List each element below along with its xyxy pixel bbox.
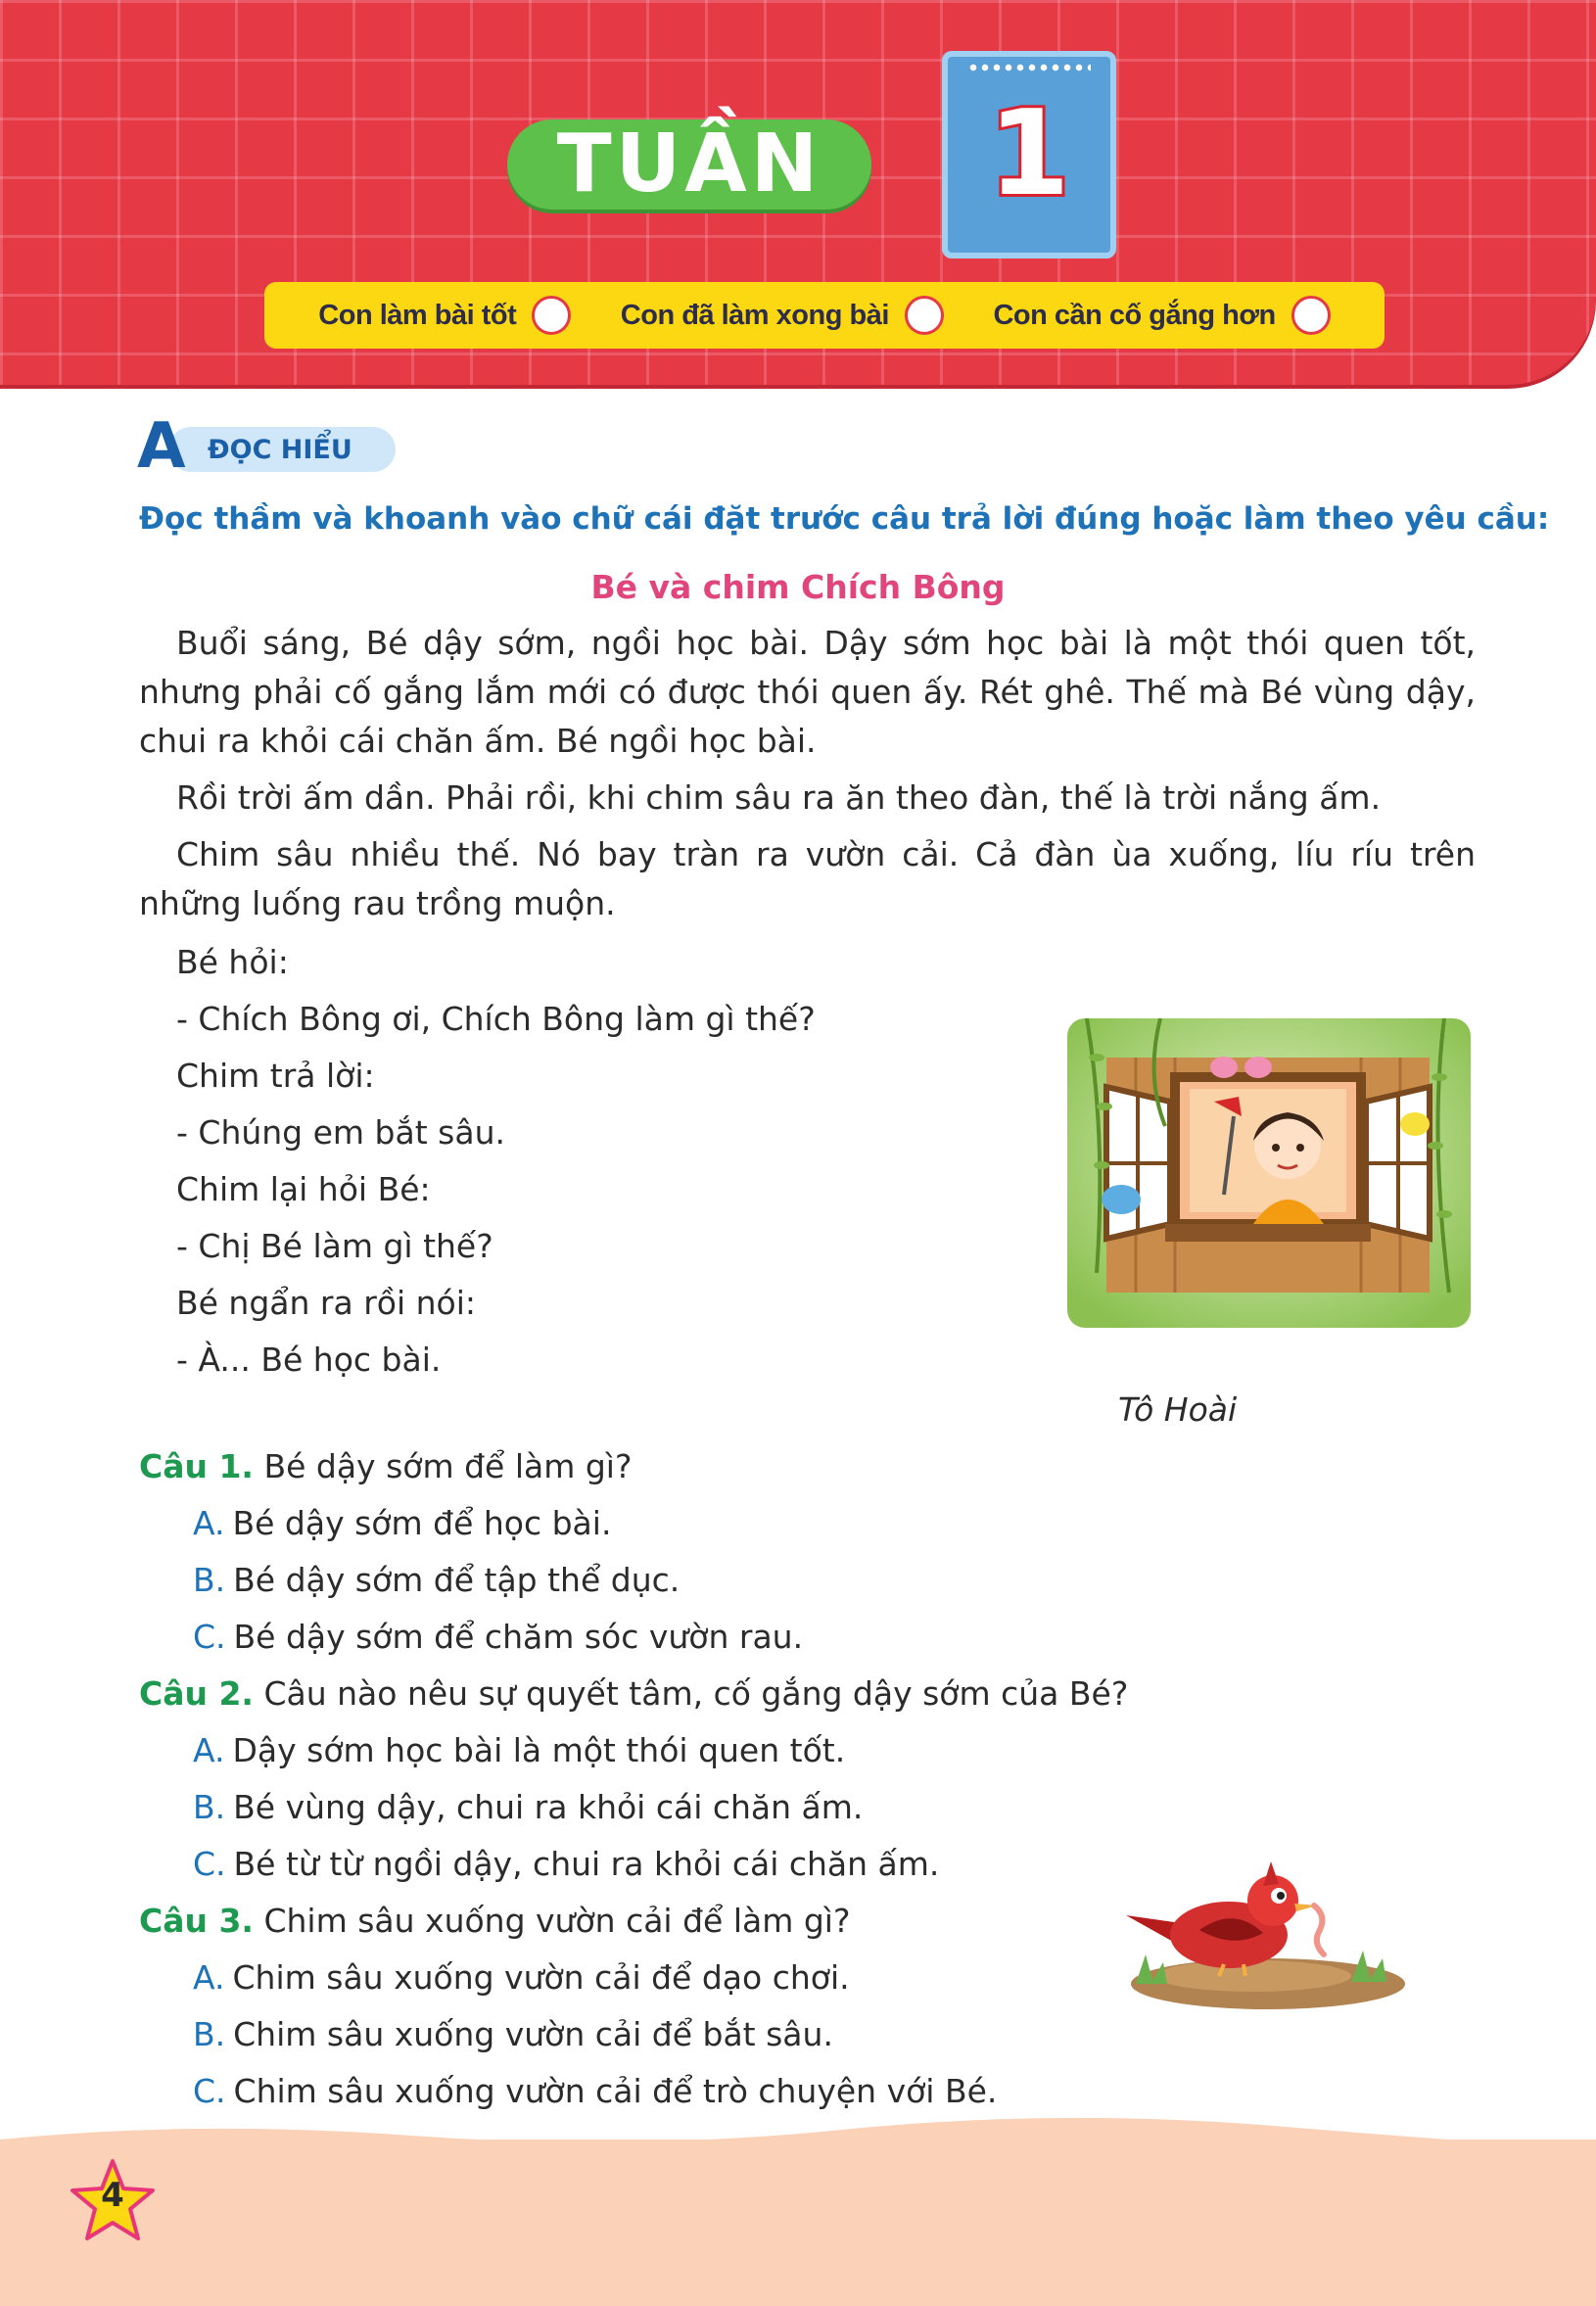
question-1-option-c[interactable] [193, 1618, 803, 1656]
question-text: Chim sâu xuống vườn cải để làm gì? [253, 1902, 851, 1940]
evaluation-checkbox-circle[interactable] [532, 296, 571, 335]
evaluation-option-try-harder [993, 296, 1330, 335]
page-footer [0, 2140, 1596, 2306]
question-2-option-b[interactable] [193, 1788, 863, 1826]
question-2-option-c[interactable] [193, 1845, 939, 1883]
option-text: Chim sâu xuống vườn cải để trò chuyện với Bé. [233, 2072, 998, 2110]
option-text: Chim sâu xuống vườn cải để bắt sâu. [233, 2015, 833, 2053]
option-text: Bé dậy sớm để chăm sóc vườn rau. [233, 1618, 804, 1656]
question-number: Câu 3. [139, 1902, 254, 1940]
dialogue-line: Bé hỏi: [176, 943, 289, 981]
option-letter[interactable]: B. [193, 2015, 226, 2053]
option-text: Chim sâu xuống vườn cải để dạo chơi. [232, 1958, 850, 1997]
option-text: Bé dậy sớm để tập thể dục. [233, 1561, 681, 1599]
section-letter: A [137, 410, 186, 483]
story-paragraph: Buổi sáng, Bé dậy sớm, ngồi học bài. Dậy sớm học bài là một thói quen tốt, nhưng phải cố gắng lắm mới có được thói quen ấy. Rét ghê. Thế mà Bé vùng dậy, chui ra khỏi cái chăn ấm. Bé ngồi học bài. [139, 624, 1476, 760]
evaluation-option-good [318, 296, 571, 335]
option-letter[interactable]: C. [193, 1845, 226, 1883]
evaluation-option-done [621, 296, 944, 335]
option-letter[interactable]: C. [193, 2072, 226, 2110]
week-header [0, 0, 1596, 385]
question-3 [139, 1902, 851, 1940]
dialogue-line: Bé ngẩn ra rồi nói: [176, 1284, 477, 1322]
dialogue-line: Chim trả lời: [176, 1057, 375, 1095]
week-label-pill [507, 119, 871, 210]
dialogue-line: - Chúng em bắt sâu. [176, 1113, 505, 1152]
week-label: TUẦN [556, 118, 822, 211]
question-1 [139, 1447, 633, 1485]
dialogue-line: - Chị Bé làm gì thế? [176, 1227, 493, 1265]
exercise-instruction: Đọc thầm và khoanh vào chữ cái đặt trước câu trả lời đúng hoặc làm theo yêu cầu: [139, 501, 1550, 537]
question-2 [139, 1674, 1128, 1713]
page-number: 4 [101, 2176, 124, 2215]
option-letter[interactable]: C. [193, 1618, 226, 1656]
story-title: Bé và chim Chích Bông [590, 568, 1006, 606]
story-paragraph: Rồi trời ấm dần. Phải rồi, khi chim sâu ra ăn theo đàn, thế là trời nắng ấm. [176, 778, 1382, 817]
option-letter[interactable]: A. [193, 1504, 225, 1542]
section-heading [137, 410, 397, 483]
section-title: ĐỌC HIỂU [208, 435, 352, 465]
option-letter[interactable]: B. [193, 1561, 226, 1599]
evaluation-checkbox-circle[interactable] [905, 296, 944, 335]
question-1-option-b[interactable] [193, 1561, 680, 1599]
red-bird-illustration [1106, 1857, 1410, 2017]
dialogue-line: - Chích Bông ơi, Chích Bông làm gì thế? [176, 1000, 816, 1038]
question-1-option-a[interactable] [193, 1504, 611, 1542]
option-text: Bé từ từ ngồi dậy, chui ra khỏi cái chăn ấm. [233, 1845, 940, 1883]
story-paragraph: Chim sâu nhiều thế. Nó bay tràn ra vườn cải. Cả đàn ùa xuống, líu ríu trên những luống rau trồng muộn. [139, 835, 1476, 922]
evaluation-label: Con làm bài tốt [318, 299, 517, 331]
question-text: Câu nào nêu sự quyết tâm, cố gắng dậy sớm của Bé? [253, 1674, 1129, 1713]
week-number: 1 [988, 86, 1070, 222]
footer-wave [0, 2100, 1596, 2159]
option-text: Dậy sớm học bài là một thói quen tốt. [232, 1731, 846, 1769]
option-letter[interactable]: A. [193, 1958, 225, 1997]
question-3-option-b[interactable] [193, 2015, 833, 2053]
evaluation-label: Con cần cố gắng hơn [993, 299, 1276, 331]
question-text: Bé dậy sớm để làm gì? [253, 1447, 633, 1485]
girl-window-illustration [1067, 1018, 1471, 1328]
story-author: Tô Hoài [1118, 1390, 1238, 1429]
evaluation-checkbox-circle[interactable] [1291, 296, 1331, 335]
dialogue-line: Chim lại hỏi Bé: [176, 1170, 431, 1208]
question-3-option-a[interactable] [193, 1958, 850, 1997]
question-2-option-a[interactable] [193, 1731, 845, 1769]
question-number: Câu 1. [139, 1447, 254, 1485]
question-number: Câu 2. [139, 1674, 254, 1713]
option-letter[interactable]: B. [193, 1788, 226, 1826]
option-text: Bé dậy sớm để học bài. [232, 1504, 612, 1542]
dialogue-line: - À... Bé học bài. [176, 1341, 442, 1379]
self-evaluation-bar [264, 282, 1385, 349]
calendar-rings-icon [967, 63, 1091, 72]
week-number-calendar [942, 51, 1116, 259]
option-text: Bé vùng dậy, chui ra khỏi cái chăn ấm. [233, 1788, 864, 1826]
evaluation-label: Con đã làm xong bài [620, 299, 889, 331]
option-letter[interactable]: A. [193, 1731, 225, 1769]
